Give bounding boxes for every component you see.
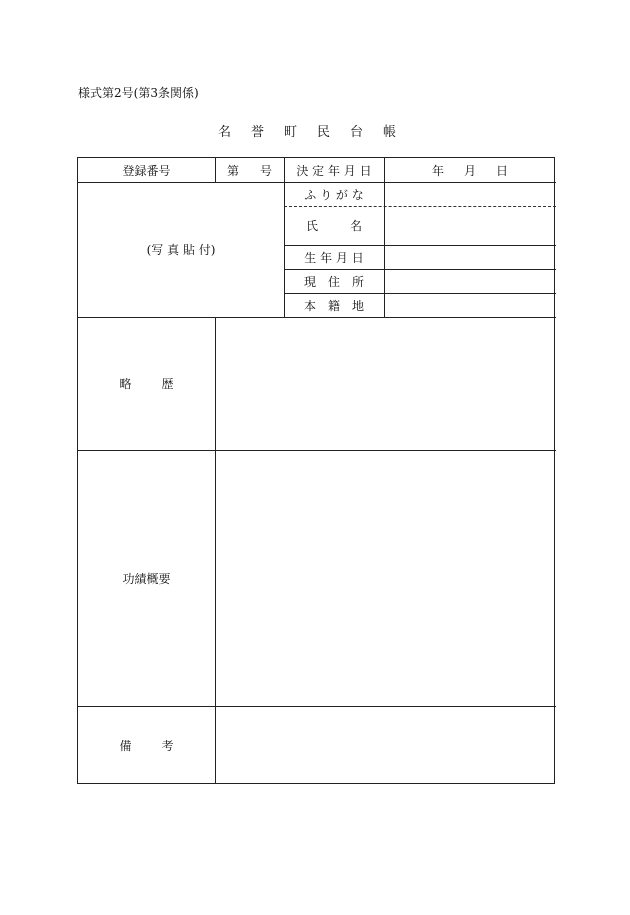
domicile-label: 本 籍 地 bbox=[303, 298, 364, 313]
furigana-field[interactable] bbox=[384, 182, 556, 206]
registration-number-field[interactable] bbox=[215, 158, 284, 182]
remarks-char: 考 bbox=[161, 738, 174, 753]
title-char: 誉 bbox=[251, 125, 265, 140]
birthdate-field[interactable] bbox=[384, 245, 556, 269]
history-field[interactable] bbox=[215, 317, 556, 450]
domicile-field[interactable] bbox=[384, 293, 556, 317]
registration-number-label: 登録番号 bbox=[122, 163, 171, 178]
day-label: 日 bbox=[496, 163, 509, 178]
form-number-label: 様式第2号(第3条関係) bbox=[78, 86, 199, 100]
photo-area[interactable] bbox=[78, 182, 284, 317]
remarks-field[interactable] bbox=[215, 706, 556, 784]
history-label bbox=[78, 317, 215, 450]
year-label: 年 bbox=[431, 163, 444, 178]
achievements-field[interactable] bbox=[215, 450, 556, 706]
title-char: 町 bbox=[284, 125, 298, 140]
decision-date-field[interactable] bbox=[384, 158, 556, 182]
address-field[interactable] bbox=[384, 269, 556, 293]
title-char: 帳 bbox=[383, 125, 397, 140]
name-field[interactable] bbox=[384, 206, 556, 245]
furigana-label: ふ り が な bbox=[304, 187, 364, 202]
month-label: 月 bbox=[463, 163, 476, 178]
registry-form-table bbox=[77, 157, 555, 784]
remarks-label bbox=[78, 706, 215, 784]
name-char: 氏 bbox=[306, 219, 319, 233]
go-label: 号 bbox=[259, 163, 272, 178]
photo-label: (写 真 貼 付) bbox=[146, 243, 216, 257]
decision-date-label: 決 定 年 月 日 bbox=[296, 163, 372, 178]
name-label bbox=[284, 206, 384, 245]
dai-label: 第 bbox=[227, 163, 240, 178]
remarks-char: 備 bbox=[119, 738, 132, 753]
history-char: 略 bbox=[119, 377, 132, 391]
page-title bbox=[218, 121, 416, 140]
title-char: 台 bbox=[350, 125, 364, 140]
achievements-label: 功績概要 bbox=[122, 571, 171, 586]
title-char: 民 bbox=[317, 125, 331, 140]
history-char: 歴 bbox=[161, 377, 174, 391]
name-char: 名 bbox=[349, 219, 362, 233]
birthdate-label: 生 年 月 日 bbox=[304, 250, 364, 265]
address-label: 現 住 所 bbox=[303, 274, 364, 289]
title-char: 名 bbox=[218, 125, 232, 140]
